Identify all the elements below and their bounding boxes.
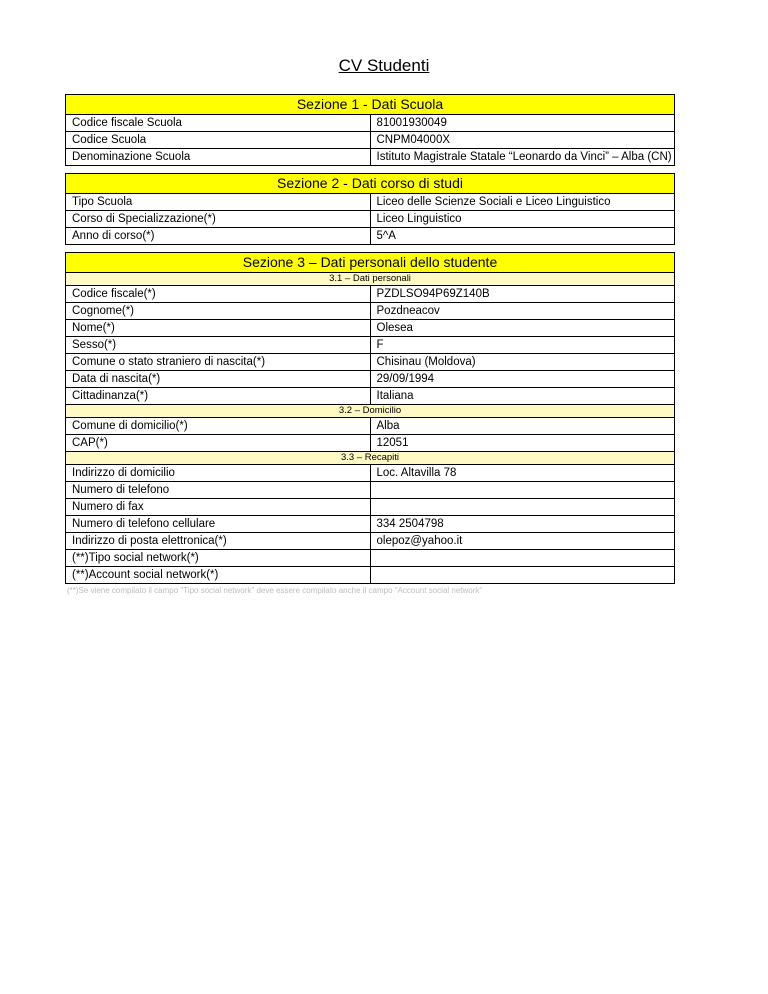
table-row	[66, 115, 675, 132]
field-label: Indirizzo di domicilio	[66, 465, 371, 482]
section-3-header-row	[66, 253, 675, 273]
field-label: Codice fiscale(*)	[66, 286, 371, 303]
field-label: Codice Scuola	[66, 132, 371, 149]
subsection-domicile-header: 3.2 – Domicilio	[66, 405, 675, 418]
table-row	[66, 354, 675, 371]
field-value: 334 2504798	[370, 516, 675, 533]
table-row	[66, 567, 675, 584]
field-value: F	[370, 337, 675, 354]
cv-form	[65, 94, 675, 595]
field-label: Anno di corso(*)	[66, 228, 371, 245]
field-value: 12051	[370, 435, 675, 452]
field-value: Liceo delle Scienze Sociali e Liceo Linguistico	[370, 194, 675, 211]
section-1-header-row	[66, 95, 675, 115]
table-row	[66, 211, 675, 228]
section-1-header: Sezione 1 - Dati Scuola	[66, 95, 675, 115]
field-label: Numero di telefono	[66, 482, 371, 499]
table-row	[66, 149, 675, 166]
subsection-domicile-row	[66, 405, 675, 418]
table-row	[66, 132, 675, 149]
field-label: (**)Tipo social network(*)	[66, 550, 371, 567]
field-label: CAP(*)	[66, 435, 371, 452]
subsection-personal-header: 3.1 – Dati personali	[66, 273, 675, 286]
table-row	[66, 465, 675, 482]
field-value: Alba	[370, 418, 675, 435]
field-value: CNPM04000X	[370, 132, 675, 149]
subsection-personal-row	[66, 273, 675, 286]
table-row	[66, 228, 675, 245]
table-row	[66, 194, 675, 211]
field-value: 5^A	[370, 228, 675, 245]
field-label: Cognome(*)	[66, 303, 371, 320]
table-row	[66, 499, 675, 516]
section-3-table	[65, 252, 675, 584]
field-label: Data di nascita(*)	[66, 371, 371, 388]
section-2-header-row	[66, 174, 675, 194]
section-2-table	[65, 173, 675, 245]
field-label: Corso di Specializzazione(*)	[66, 211, 371, 228]
field-value: 29/09/1994	[370, 371, 675, 388]
table-row	[66, 371, 675, 388]
field-value: olepoz@yahoo.it	[370, 533, 675, 550]
field-label: Comune di domicilio(*)	[66, 418, 371, 435]
field-value	[370, 567, 675, 584]
field-label: Indirizzo di posta elettronica(*)	[66, 533, 371, 550]
section-3-header: Sezione 3 – Dati personali dello studente	[66, 253, 675, 273]
page-title: CV Studenti	[338, 56, 430, 75]
section-1-table	[65, 94, 675, 166]
subsection-contacts-row	[66, 452, 675, 465]
table-row	[66, 337, 675, 354]
table-row	[66, 533, 675, 550]
field-value: Chisinau (Moldova)	[370, 354, 675, 371]
field-label: Codice fiscale Scuola	[66, 115, 371, 132]
field-label: Numero di telefono cellulare	[66, 516, 371, 533]
field-value	[370, 550, 675, 567]
field-label: Comune o stato straniero di nascita(*)	[66, 354, 371, 371]
table-row	[66, 286, 675, 303]
section-2-header: Sezione 2 - Dati corso di studi	[66, 174, 675, 194]
field-label: Denominazione Scuola	[66, 149, 371, 166]
field-value: Pozdneacov	[370, 303, 675, 320]
field-value	[370, 499, 675, 516]
field-label: Nome(*)	[66, 320, 371, 337]
field-value: Istituto Magistrale Statale “Leonardo da Vinci” – Alba (CN)	[370, 149, 675, 166]
field-value: Italiana	[370, 388, 675, 405]
table-row	[66, 388, 675, 405]
field-value: PZDLSO94P69Z140B	[370, 286, 675, 303]
table-row	[66, 418, 675, 435]
footnote: (**)Se viene compilato il campo "Tipo social network" deve essere compilato anche il campo "Account social network"	[67, 586, 483, 595]
field-value	[370, 482, 675, 499]
field-value: Liceo Linguistico	[370, 211, 675, 228]
table-row	[66, 435, 675, 452]
table-row	[66, 516, 675, 533]
table-row	[66, 320, 675, 337]
field-value: Olesea	[370, 320, 675, 337]
table-row	[66, 303, 675, 320]
subsection-contacts-header: 3.3 – Recapiti	[66, 452, 675, 465]
field-label: Cittadinanza(*)	[66, 388, 371, 405]
table-row	[66, 482, 675, 499]
field-label: Numero di fax	[66, 499, 371, 516]
field-label: Tipo Scuola	[66, 194, 371, 211]
field-value: 81001930049	[370, 115, 675, 132]
field-label: Sesso(*)	[66, 337, 371, 354]
table-row	[66, 550, 675, 567]
field-label: (**)Account social network(*)	[66, 567, 371, 584]
field-value: Loc. Altavilla 78	[370, 465, 675, 482]
